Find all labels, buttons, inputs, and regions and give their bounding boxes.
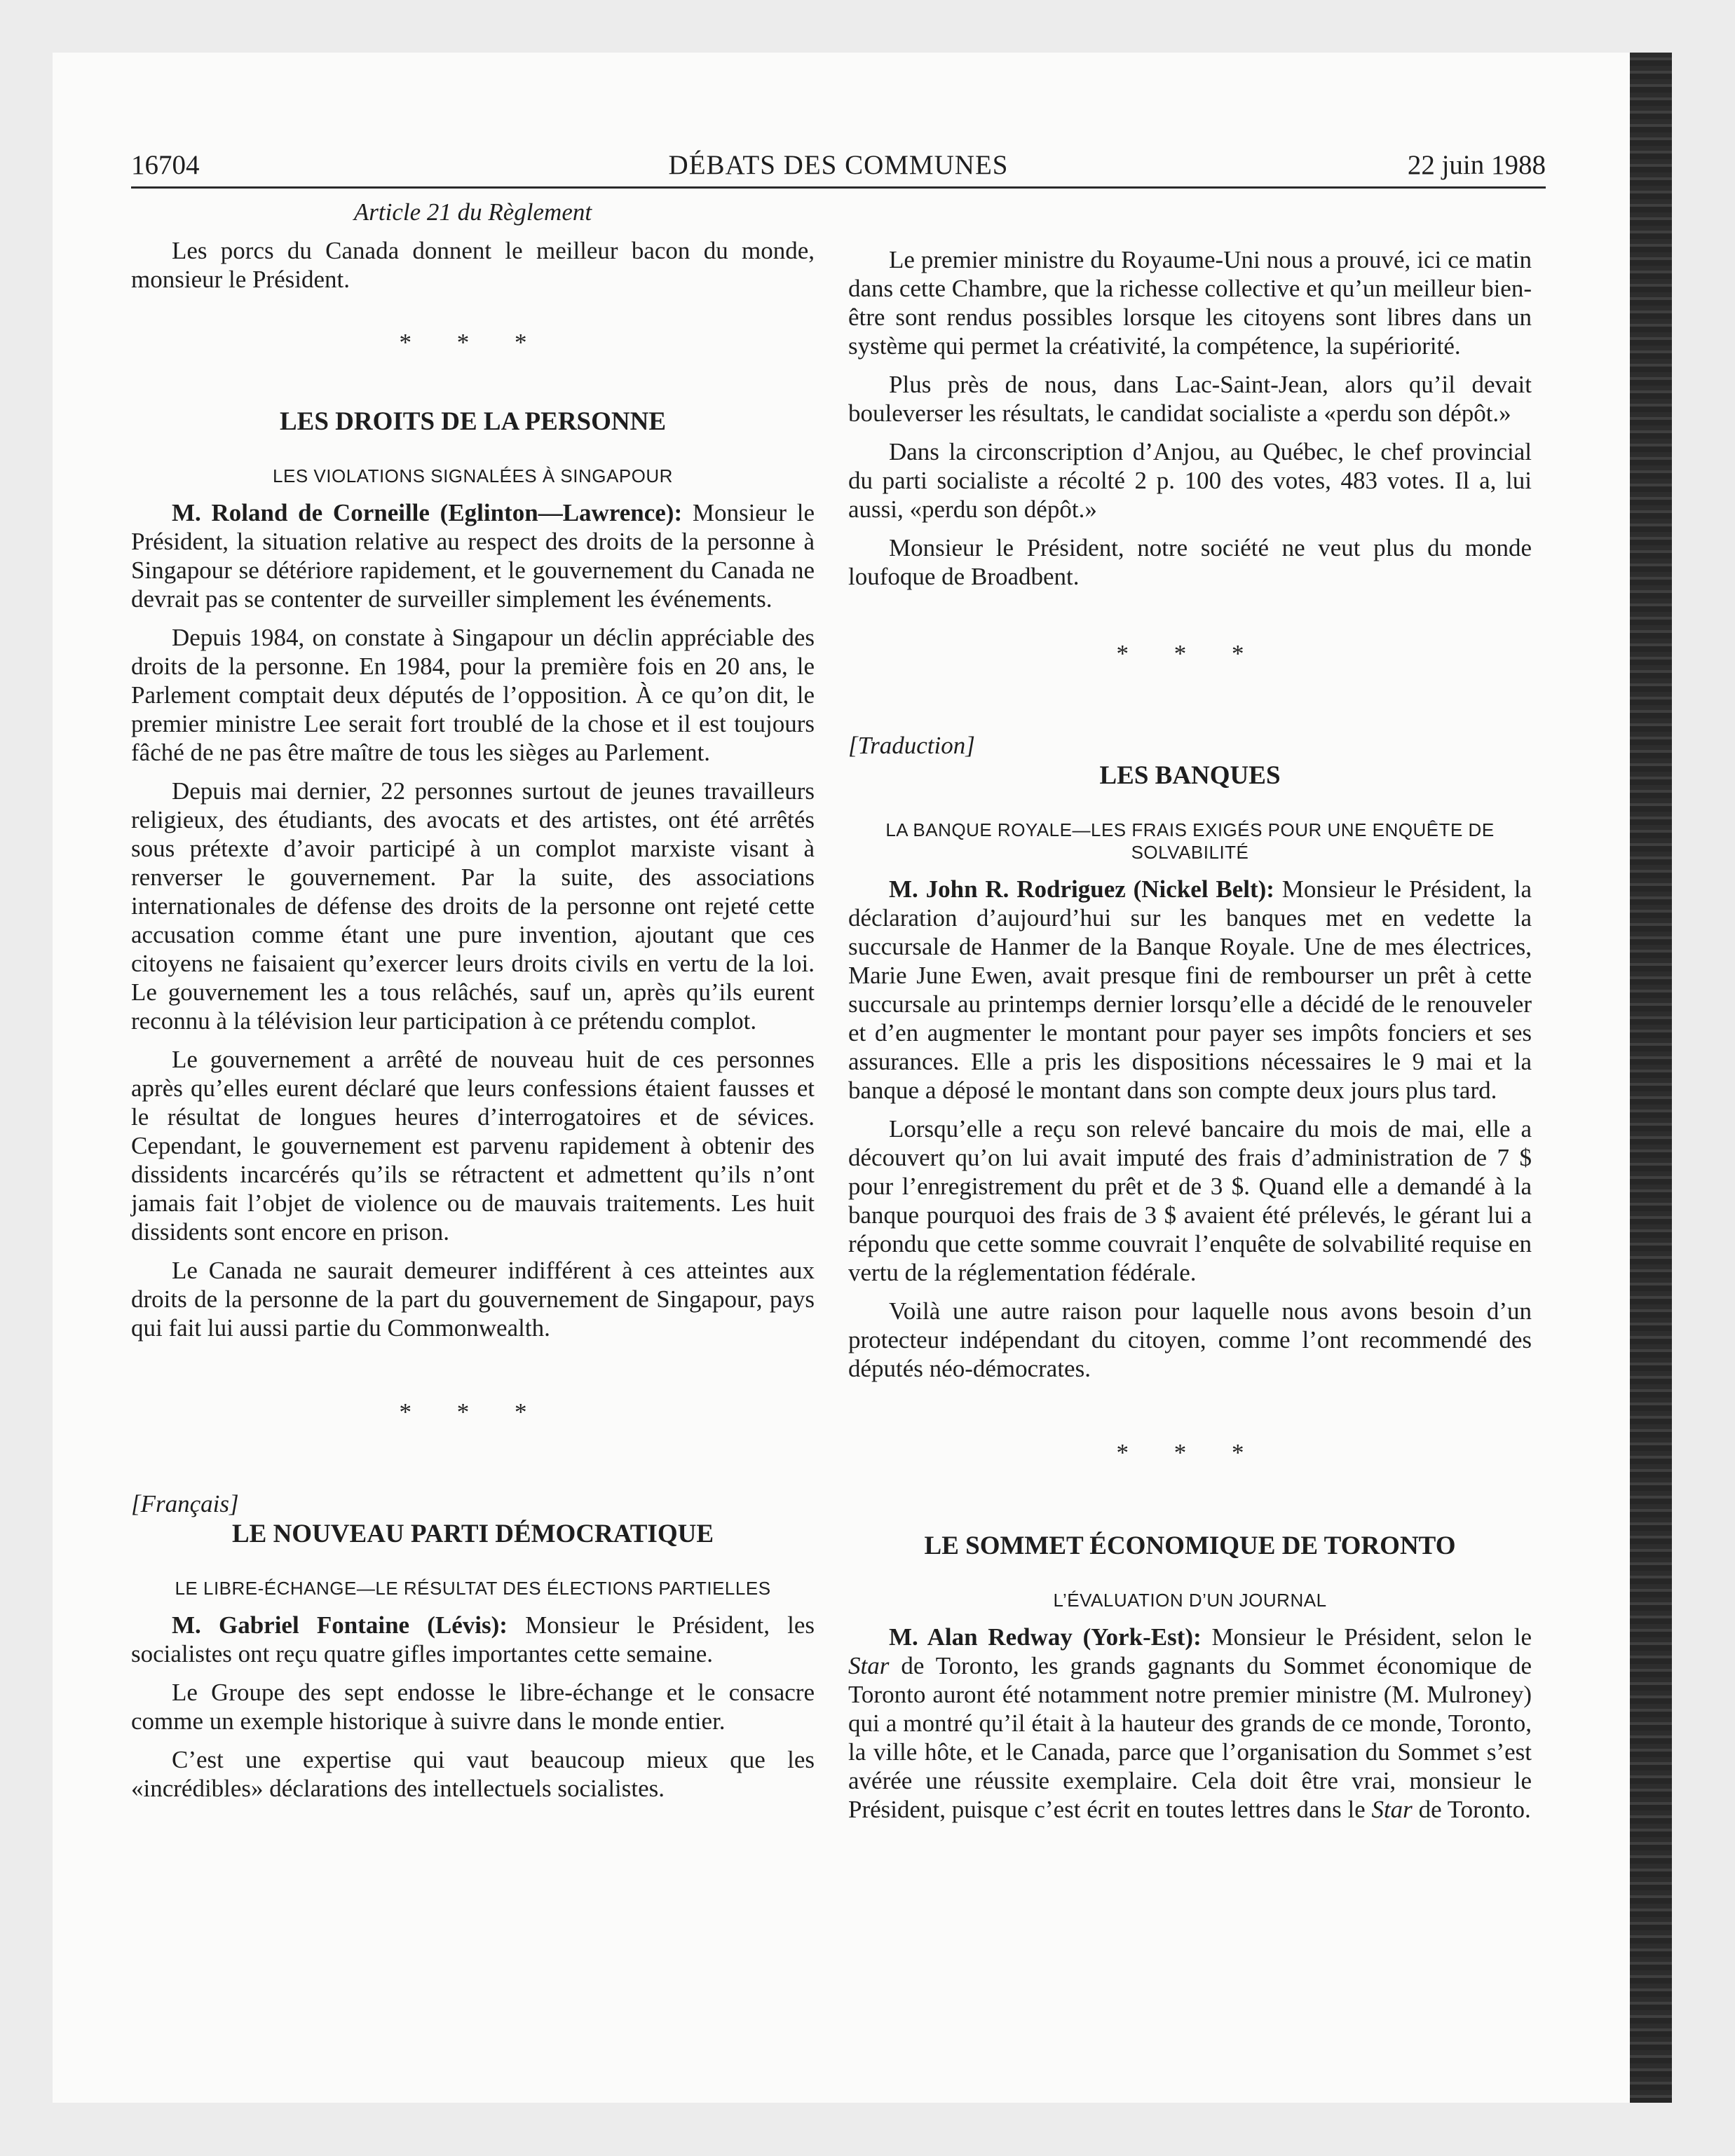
section-separator: * * * <box>1116 1439 1264 1466</box>
left-column <box>131 198 815 1813</box>
newspaper-title: Star <box>848 1652 890 1679</box>
paragraph: Depuis mai dernier, 22 personnes surtout de jeunes travailleurs religieux, des étudiants, des avocats et des artistes, ont été arrêtés sous prétexte d’avoir participé à un complot marxiste visant à renverser le gouvernement. Par la suite, des associations internationales de défense des droits de la personne ont rejeté cette accusation comme étant une pure invention, ajoutant que ces citoyens ne faisaient qu’exercer leurs droits civils en vertu de la loi. Le gouvernement les a tous relâchés, sauf un, après qu’ils eurent reconnu à la télévision leur participation à ce prétendu complot. <box>131 777 815 1035</box>
section-separator: * * * <box>399 329 547 356</box>
language-marker: [Traduction] <box>848 732 975 759</box>
section-heading: LES BANQUES <box>1099 761 1281 790</box>
page-date: 22 juin 1988 <box>1407 150 1546 180</box>
paragraph: Depuis 1984, on constate à Singapour un déclin appréciable des droits de la personne. En 1984, pour la première fois en 20 ans, le Parlement comptait deux députés de l’opposition. À ce qu’on dit, le premier ministre Lee serait fort troublé de la chose et il est toujours fâché de ne pas être maître de tous les sièges au Parlement. <box>131 624 815 766</box>
section-separator: * * * <box>1116 640 1264 667</box>
paragraph: Le Canada ne saurait demeurer indifférent à ces atteintes aux droits de la personne de la part du gouvernement de Singapour, pays qui fait lui aussi partie du Commonwealth. <box>131 1257 815 1342</box>
paragraph: Plus près de nous, dans Lac-Saint-Jean, alors qu’il devait bouleverser les résultats, le candidat socialiste a «perdu son dépôt.» <box>848 371 1532 427</box>
newspaper-title: Star <box>1371 1796 1413 1823</box>
paragraph: Le Groupe des sept endosse le libre-échange et le consacre comme un exemple historique à suivre dans le monde entier. <box>131 1679 815 1735</box>
section-heading: LES DROITS DE LA PERSONNE <box>279 407 667 436</box>
section-separator: * * * <box>399 1398 547 1426</box>
paragraph: Dans la circonscription d’Anjou, au Québec, le chef provincial du parti socialiste a récolté 2 p. 100 des votes, 483 votes. Il a, lui aussi, «perdu son dépôt.» <box>848 438 1532 523</box>
section-subheading: LES VIOLATIONS SIGNALÉES À SINGAPOUR <box>273 465 673 486</box>
paragraph: Les porcs du Canada donnent le meilleur bacon du monde, monsieur le Président. <box>131 237 815 293</box>
section-heading: LE NOUVEAU PARTI DÉMOCRATIQUE <box>231 1520 714 1548</box>
paragraph: M. John R. Rodriguez (Nickel Belt): Monsieur le Président, la déclaration d’aujourd’hui sur les banques met en vedette la succursale de Hanmer de la Banque Royale. Une de mes électrices, Marie June Ewen, avait presque fini de rembourser un prêt à cette succursale au printemps dernier lorsqu’elle a décidé de le renouveler et d’en augmenter le montant pour payer ses impôts fonciers et ses assurances. Elle a pris les dispositions nécessaires le 9 mai et la banque a déposé le montant dans son compte deux jours plus tard. <box>848 875 1532 1104</box>
language-marker: [Français] <box>131 1490 239 1517</box>
speaker-name: M. Roland de Corneille (Eglinton—Lawrence): <box>172 499 683 526</box>
paragraph: M. Alan Redway (York-Est): Monsieur le Président, selon le Star de Toronto, les grands gagnants du Sommet économique de Toronto auront été notamment notre premier ministre (M. Mulroney) qui a montré qu’il était à la hauteur des grands de ce monde, Toronto, la ville hôte, et le Canada, parce que l’organisation du Sommet s’est avérée une réussite exemplaire. Cela doit être vrai, monsieur le Président, puisque c’est écrit en toutes lettres dans le Star de Toronto. <box>848 1623 1532 1823</box>
paragraph: Lorsqu’elle a reçu son relevé bancaire du mois de mai, elle a découvert qu’on lui avait imputé des frais d’administration de 7 $ pour l’enregistrement du prêt et de 3 $. Quand elle a demandé à la banque pourquoi des frais de 3 $ avaient été prélevés, le gérant lui a répondu que cette somme couvrait l’enquête de solvabilité requise en vertu de la réglementation fédérale. <box>848 1115 1532 1286</box>
speaker-name: M. Gabriel Fontaine (Lévis): <box>172 1611 508 1639</box>
section-heading: LE SOMMET ÉCONOMIQUE DE TORONTO <box>924 1531 1456 1560</box>
publication-title: DÉBATS DES COMMUNES <box>668 150 1009 180</box>
section-subheading: LA BANQUE ROYALE—LES FRAIS EXIGÉS POUR UNE ENQUÊTE DE SOLVABILITÉ <box>885 819 1495 863</box>
section-subheading: LE LIBRE-ÉCHANGE—LE RÉSULTAT DES ÉLECTIONS PARTIELLES <box>175 1578 771 1599</box>
speaker-name: M. John R. Rodriguez (Nickel Belt): <box>889 875 1274 903</box>
paragraph: Voilà une autre raison pour laquelle nous avons besoin d’un protecteur indépendant du citoyen, comme l’ont recommendé des députés néo-démocrates. <box>848 1297 1532 1382</box>
paragraph: C’est une expertise qui vaut beaucoup mieux que les «incrédibles» déclarations des intellectuels socialistes. <box>131 1746 815 1802</box>
paragraph: Monsieur le Président, notre société ne veut plus du monde loufoque de Broadbent. <box>848 534 1532 590</box>
right-column <box>848 245 1532 1834</box>
paragraph: Le gouvernement a arrêté de nouveau huit de ces personnes après qu’elles eurent déclaré que leurs confessions étaient fausses et le résultat de longues heures d’interrogatoires et de sévices. Cependant, le gouvernement est parvenu rapidement à obtenir des dissidents incarcérés qu’ils se rétractent et admettent qu’ils n’ont jamais fait l’objet de violence ou de mauvais traitements. Les huit dissidents sont encore en prison. <box>131 1046 815 1246</box>
speaker-name: M. Alan Redway (York-Est): <box>889 1623 1202 1651</box>
section-subheading: L’ÉVALUATION D’UN JOURNAL <box>1053 1590 1327 1611</box>
rule-reference: Article 21 du Règlement <box>353 198 592 226</box>
page-number: 16704 <box>131 150 200 180</box>
paragraph: M. Roland de Corneille (Eglinton—Lawrence): Monsieur le Président, la situation relative au respect des droits de la personne à Singapour se détériore rapidement, et le gouvernement du Canada ne devrait pas se contenter de surveiller simplement les événements. <box>131 499 815 613</box>
page-header <box>131 144 1546 189</box>
paragraph: Le premier ministre du Royaume-Uni nous a prouvé, ici ce matin dans cette Chambre, que la richesse collective et qu’un meilleur bien-être sont rendus possibles lorsque les citoyens sont libres dans un système qui permet la créativité, la compétence, la supériorité. <box>848 246 1532 360</box>
paragraph: M. Gabriel Fontaine (Lévis): Monsieur le Président, les socialistes ont reçu quatre gifles importantes cette semaine. <box>131 1611 815 1667</box>
scan-edge-strip <box>1630 53 1672 2103</box>
